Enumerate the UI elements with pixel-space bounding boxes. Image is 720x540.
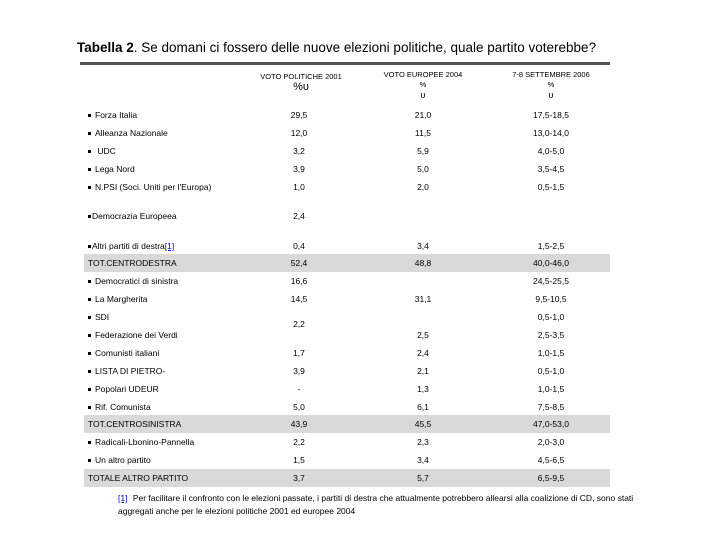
row-label-text: Federazione dei Verdi — [95, 330, 178, 340]
row-label-text: Democratici di sinistra — [95, 276, 179, 286]
cell-2004: 3,4 — [417, 241, 429, 251]
cell-2006: 9,5-10,5 — [535, 294, 567, 304]
cell-2006: 0,5-1,0 — [537, 312, 565, 322]
table-title-bold: Tabella 2 — [77, 40, 134, 55]
cell-2006: 3,5-4,5 — [537, 164, 565, 174]
table-row — [84, 308, 610, 326]
merged-cell-2001: 2,2 — [293, 319, 305, 329]
bullet-icon — [88, 352, 91, 355]
table-row — [84, 160, 610, 178]
row-label-text: Democrazia Europeea — [92, 211, 177, 221]
row-label-text: Rif. Comunista — [95, 402, 151, 412]
bullet-icon — [88, 186, 91, 189]
row-label — [88, 473, 188, 483]
cell-2001: 2,4 — [293, 211, 305, 221]
row-label — [88, 241, 174, 251]
cell-2001: 1,0 — [293, 182, 305, 192]
cell-2004: 21,0 — [414, 110, 432, 120]
cell-2001: 43,9 — [290, 419, 308, 429]
bullet-icon — [88, 316, 91, 319]
bullet-icon — [88, 459, 91, 462]
cell-2001: 3,7 — [293, 473, 305, 483]
cell-2004: 2,3 — [417, 437, 429, 447]
footnote — [118, 492, 658, 518]
table-row — [84, 398, 610, 416]
bullet-icon — [88, 215, 91, 218]
cell-2006: 1,5-2,5 — [537, 241, 565, 251]
cell-2004: 5,9 — [417, 146, 429, 156]
row-label-text: TOTALE ALTRO PARTITO — [88, 473, 189, 483]
cell-2004: 45,5 — [414, 419, 432, 429]
bullet-icon — [88, 168, 91, 171]
cell-2006: 1,0-1,5 — [537, 384, 565, 394]
table-row — [84, 142, 610, 160]
table-row — [84, 469, 610, 487]
cell-2001: 1,7 — [293, 348, 305, 358]
row-label — [88, 110, 137, 120]
row-label-text: Radicali-Lbonino-Pannella — [95, 437, 195, 447]
row-label — [88, 384, 159, 394]
cell-2001: 3,2 — [293, 146, 305, 156]
bullet-icon — [88, 280, 91, 283]
bullet-icon — [88, 245, 91, 248]
header-col-2001-unit: %υ — [293, 81, 309, 93]
bullet-icon — [88, 334, 91, 337]
row-label-text: Lega Nord — [95, 164, 135, 174]
cell-2001: 29,5 — [290, 110, 308, 120]
row-label-text: Altri partiti di destra — [92, 241, 165, 251]
footnote-text: Per facilitare il confronto con le elezioni passate, i partiti di destra che attualmente potrebbero allearsi alla coalizione di CD, sono stati aggregati anche per le elezioni politiche 2001 ed europee 2004 — [118, 493, 634, 516]
header-col-2004 — [378, 70, 468, 100]
row-label-text: N.PSI (Soci. Uniti per l'Europa) — [95, 182, 212, 192]
cell-2004: 1,3 — [417, 384, 429, 394]
table-row — [84, 124, 610, 142]
row-label — [88, 182, 211, 192]
cell-2006: 2,5-3,5 — [537, 330, 565, 340]
cell-2006: 13,0-14,0 — [533, 128, 569, 138]
row-label — [88, 455, 151, 465]
cell-2001: 1,5 — [293, 455, 305, 465]
header-col-2006-glyph: υ — [548, 90, 554, 100]
cell-2006: 17,5-18,5 — [533, 110, 569, 120]
cell-2001: 5,0 — [293, 402, 305, 412]
cell-2001: - — [297, 384, 301, 394]
header-col-2006 — [506, 70, 596, 100]
table-row — [84, 178, 610, 196]
cell-2001: 16,6 — [290, 276, 308, 286]
cell-2004: 11,5 — [415, 128, 431, 138]
row-label — [88, 348, 159, 358]
table-row — [84, 344, 610, 362]
cell-2001: 14,5 — [290, 294, 308, 304]
cell-2004: 48,8 — [414, 258, 432, 268]
bullet-icon — [88, 406, 91, 409]
header-col-2001 — [256, 72, 346, 92]
cell-2001: 3,9 — [293, 366, 305, 376]
cell-2006: 1,0-1,5 — [537, 348, 565, 358]
row-label — [88, 366, 165, 376]
row-label-text: Popolari UDEUR — [95, 384, 159, 394]
row-label — [88, 164, 135, 174]
table-row — [84, 237, 610, 255]
row-label — [88, 312, 109, 322]
row-label — [88, 211, 177, 221]
cell-2006: 47,0-53,0 — [533, 419, 569, 429]
cell-2004: 3,4 — [417, 455, 429, 465]
cell-2006: 0,5-1,5 — [537, 182, 565, 192]
row-label — [88, 294, 147, 304]
table-row — [84, 106, 610, 124]
cell-2004: 2,4 — [417, 348, 429, 358]
bullet-icon — [88, 388, 91, 391]
row-label — [88, 128, 168, 138]
header-col-2001-label: VOTO POLITICHE 2001 — [260, 72, 342, 81]
cell-2006: 40,0-46,0 — [533, 258, 569, 268]
table-row — [84, 254, 610, 272]
cell-2001: 52,4 — [290, 258, 308, 268]
cell-2006: 24,5-25,5 — [533, 276, 569, 286]
bullet-icon — [88, 441, 91, 444]
table-row — [84, 326, 610, 344]
row-label-text: Forza Italia — [95, 110, 138, 120]
footnote-ref-link[interactable]: [1] — [118, 493, 128, 503]
row-label-text: LISTA DI PIETRO- — [95, 366, 166, 376]
row-label — [88, 402, 151, 412]
footnote-ref-link[interactable]: [1] — [164, 241, 175, 251]
header-col-2004-label: VOTO EUROPEE 2004 — [383, 70, 463, 79]
bullet-icon — [88, 150, 91, 153]
cell-2006: 7,5-8,5 — [537, 402, 565, 412]
cell-2004: 5,7 — [417, 473, 429, 483]
cell-2006: 0,5-1,0 — [537, 366, 565, 376]
row-label — [88, 276, 178, 286]
title-divider — [80, 62, 610, 65]
table-row — [84, 380, 610, 398]
table-row — [84, 433, 610, 451]
row-label-text: TOT.CENTRODESTRA — [88, 258, 177, 268]
cell-2004: 5,0 — [417, 164, 429, 174]
cell-2004: 2,1 — [417, 366, 429, 376]
bullet-icon — [88, 132, 91, 135]
cell-2006: 2,0-3,0 — [537, 437, 565, 447]
header-col-2006-label: 7-8 SETTEMBRE 2006 — [512, 70, 590, 79]
row-label-text: Comunisti italiani — [95, 348, 160, 358]
header-col-2006-unit: % — [547, 80, 555, 89]
row-label — [88, 146, 116, 156]
table-row — [84, 272, 610, 290]
row-label — [88, 419, 181, 429]
cell-2004: 2,0 — [417, 182, 429, 192]
table-row — [84, 415, 610, 433]
table-title — [77, 40, 596, 55]
table-row — [84, 451, 610, 469]
cell-2001: 2,2 — [293, 437, 305, 447]
bullet-icon — [88, 114, 91, 117]
header-col-2004-glyph: υ — [420, 90, 426, 100]
table-row — [84, 207, 610, 225]
row-label — [88, 437, 194, 447]
table-row — [84, 290, 610, 308]
table-row — [84, 362, 610, 380]
cell-2001: 12,0 — [290, 128, 308, 138]
cell-2004: 31,1 — [414, 294, 432, 304]
row-label-text: UDC — [95, 146, 116, 156]
bullet-icon — [88, 370, 91, 373]
table-title-text: . Se domani ci fossero delle nuove elezioni politiche, quale partito voterebbe? — [133, 40, 597, 55]
row-label-text: TOT.CENTROSINISTRA — [88, 419, 182, 429]
header-col-2004-unit: % — [419, 80, 427, 89]
row-label — [88, 258, 177, 268]
cell-2006: 4,5-6,5 — [537, 455, 565, 465]
row-label-text: Un altro partito — [95, 455, 151, 465]
row-label-text: La Margherita — [95, 294, 148, 304]
row-label-text: Alleanza Nazionale — [95, 128, 168, 138]
cell-2004: 6,1 — [417, 402, 429, 412]
cell-2001: 3,9 — [293, 164, 305, 174]
cell-2006: 4,0-5,0 — [537, 146, 565, 156]
cell-2006: 6,5-9,5 — [537, 473, 565, 483]
cell-2001: 0,4 — [293, 241, 305, 251]
row-label — [88, 330, 178, 340]
cell-2004: 2,5 — [417, 330, 429, 340]
row-label-text: SDI — [95, 312, 110, 322]
bullet-icon — [88, 298, 91, 301]
